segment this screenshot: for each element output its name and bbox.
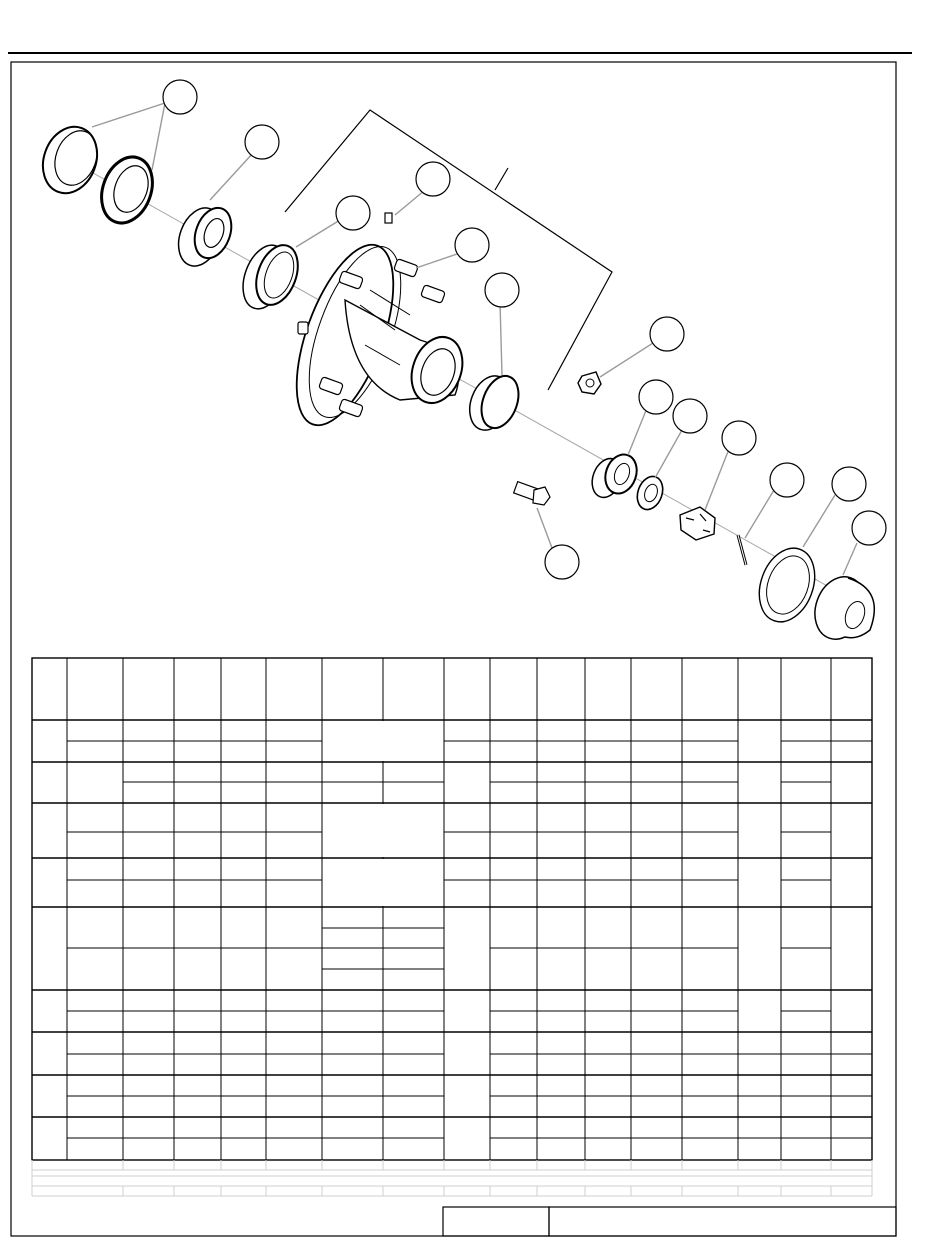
callout-circles xyxy=(163,80,886,579)
callout-lug-nut xyxy=(650,317,684,351)
callout-bolt xyxy=(545,545,579,579)
callout-inner-bearing-cone xyxy=(639,380,673,414)
wheel-hub xyxy=(277,233,471,438)
callout-bearing-cup-seal xyxy=(163,80,197,114)
grease-seal xyxy=(93,150,161,230)
callout-cotter-pin xyxy=(770,463,804,497)
lug-nut xyxy=(578,372,601,394)
title-block-description-cell xyxy=(549,1207,896,1236)
callout-outer-bearing-cup xyxy=(336,196,370,230)
table-trailing-rows xyxy=(32,1160,872,1196)
outer-bearing-cup xyxy=(235,239,306,315)
title-block xyxy=(443,1207,896,1236)
inner-bearing-cone xyxy=(587,450,642,502)
callout-zerk-fitting xyxy=(416,162,450,196)
inner-bearing-cup xyxy=(463,370,526,436)
castle-nut xyxy=(680,507,715,540)
callout-castle-nut xyxy=(722,421,756,455)
spindle-washer xyxy=(633,473,667,513)
outer-bearing-cone xyxy=(171,202,238,272)
callout-washer xyxy=(673,399,707,433)
grease-seal-outer-ring xyxy=(34,119,106,201)
dust-cap-gasket xyxy=(750,540,825,629)
callout-inner-bearing-cup xyxy=(485,273,519,307)
leader-lines xyxy=(92,103,857,575)
callout-dust-cap xyxy=(852,511,886,545)
callout-gasket xyxy=(832,467,866,501)
dust-cap xyxy=(807,570,875,647)
grease-zerk xyxy=(385,213,392,223)
hex-bolt xyxy=(514,482,550,505)
callout-wheel-stud xyxy=(455,228,489,262)
title-block-page-cell xyxy=(443,1207,549,1236)
parts-table-grid xyxy=(32,658,872,1160)
callout-outer-bearing-cone xyxy=(245,125,279,159)
bracket-tab xyxy=(495,168,508,190)
